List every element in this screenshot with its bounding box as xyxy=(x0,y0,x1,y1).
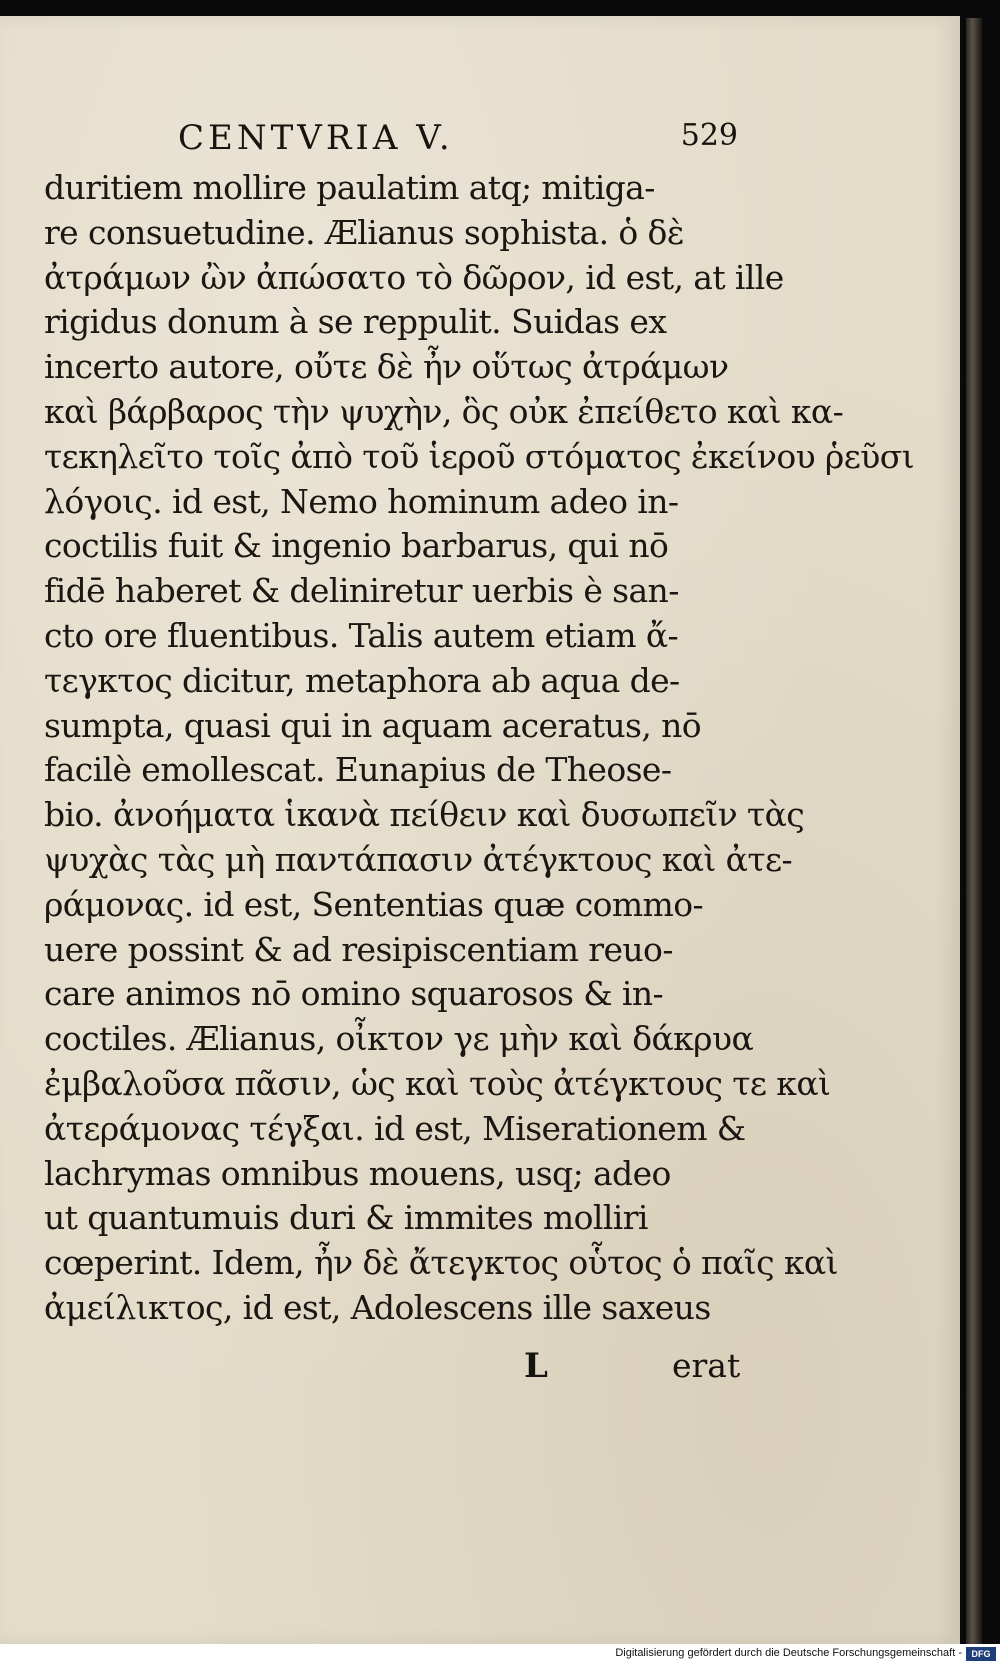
body-text xyxy=(44,166,914,1331)
text-line: care animos nō omino squarosos & in- xyxy=(44,974,664,1014)
book-page xyxy=(0,16,960,1644)
dfg-logo: DFG xyxy=(966,1647,996,1661)
text-line: cto ore fluentibus. Talis autem etiam ἄ- xyxy=(44,615,679,655)
text-line: ἀμείλικτος, id est, Adolescens ille saxeus xyxy=(44,1287,711,1327)
text-line: ut quantumuis duri & immites molliri xyxy=(44,1198,648,1238)
text-line: lachrymas omnibus mouens, usq; adeo xyxy=(44,1153,671,1193)
text-line: λόγοις. id est, Nemo hominum adeo in- xyxy=(44,481,679,521)
text-line: duritiem mollire paulatim atq; mitiga- xyxy=(44,168,655,207)
text-line: coctilis fuit & ingenio barbarus, qui nō xyxy=(44,526,669,566)
text-line: facilè emollescat. Eunapius de Theose- xyxy=(44,750,672,790)
page-number: 529 xyxy=(680,118,738,153)
text-line: cœperint. Idem, ἦν δὲ ἄτεγκτος οὗτος ὁ παῖς καὶ xyxy=(44,1243,838,1283)
text-line: ράμονας. id est, Sententias quæ commo- xyxy=(44,884,704,924)
text-line: ψυχὰς τὰς μὴ παντάπασιν ἀτέγκτους καὶ ἀτε- xyxy=(44,839,793,879)
text-line: rigidus donum à se reppulit. Suidas ex xyxy=(44,302,667,342)
credit-bar xyxy=(0,1644,1000,1664)
text-line: uere possint & ad resipiscentiam reuo- xyxy=(44,929,673,969)
text-line: re consuetudine. Ælianus sophista. ὁ δὲ xyxy=(44,212,684,252)
signature-mark: L xyxy=(524,1346,548,1386)
page-header xyxy=(178,118,738,162)
text-line: fidē haberet & deliniretur uerbis è san- xyxy=(44,571,679,611)
text-line: καὶ βάρβαρος τὴν ψυχὴν, ὃς οὐκ ἐπείθετο καὶ κα- xyxy=(44,391,844,431)
page-edge-shadow xyxy=(966,18,982,1644)
text-line: τεγκτος dicitur, metaphora ab aqua de- xyxy=(44,660,680,700)
text-line: incerto autore, οὔτε δὲ ἦν οὕτως ἀτράμων xyxy=(44,347,729,387)
running-head: CENTVRIA V. xyxy=(178,118,454,158)
page-footer xyxy=(44,1346,744,1392)
text-line: coctiles. Ælianus, οἶκτον γε μὴν καὶ δάκρυα xyxy=(44,1019,754,1059)
text-line: sumpta, quasi qui in aquam aceratus, nō xyxy=(44,705,702,745)
text-line: ἐμβαλοῦσα πᾶσιν, ὡς καὶ τοὺς ἀτέγκτους τε καὶ xyxy=(44,1063,831,1103)
credit-text: Digitalisierung gefördert durch die Deutsche Forschungsgemeinschaft - xyxy=(615,1647,962,1659)
text-line: ἀτράμων ὢν ἀπώσατο τὸ δῶρον, id est, at ille xyxy=(44,257,784,297)
text-line: τεκηλεῖτο τοῖς ἀπὸ τοῦ ἱεροῦ στόματος ἐκείνου ῥεῦσι xyxy=(44,436,914,476)
text-line: ἀτεράμονας τέγξαι. id est, Miserationem & xyxy=(44,1108,746,1148)
catchword: erat xyxy=(672,1346,741,1385)
text-line: bio. ἀνοήματα ἱκανὰ πείθειν καὶ δυσωπεῖν τὰς xyxy=(44,795,805,835)
